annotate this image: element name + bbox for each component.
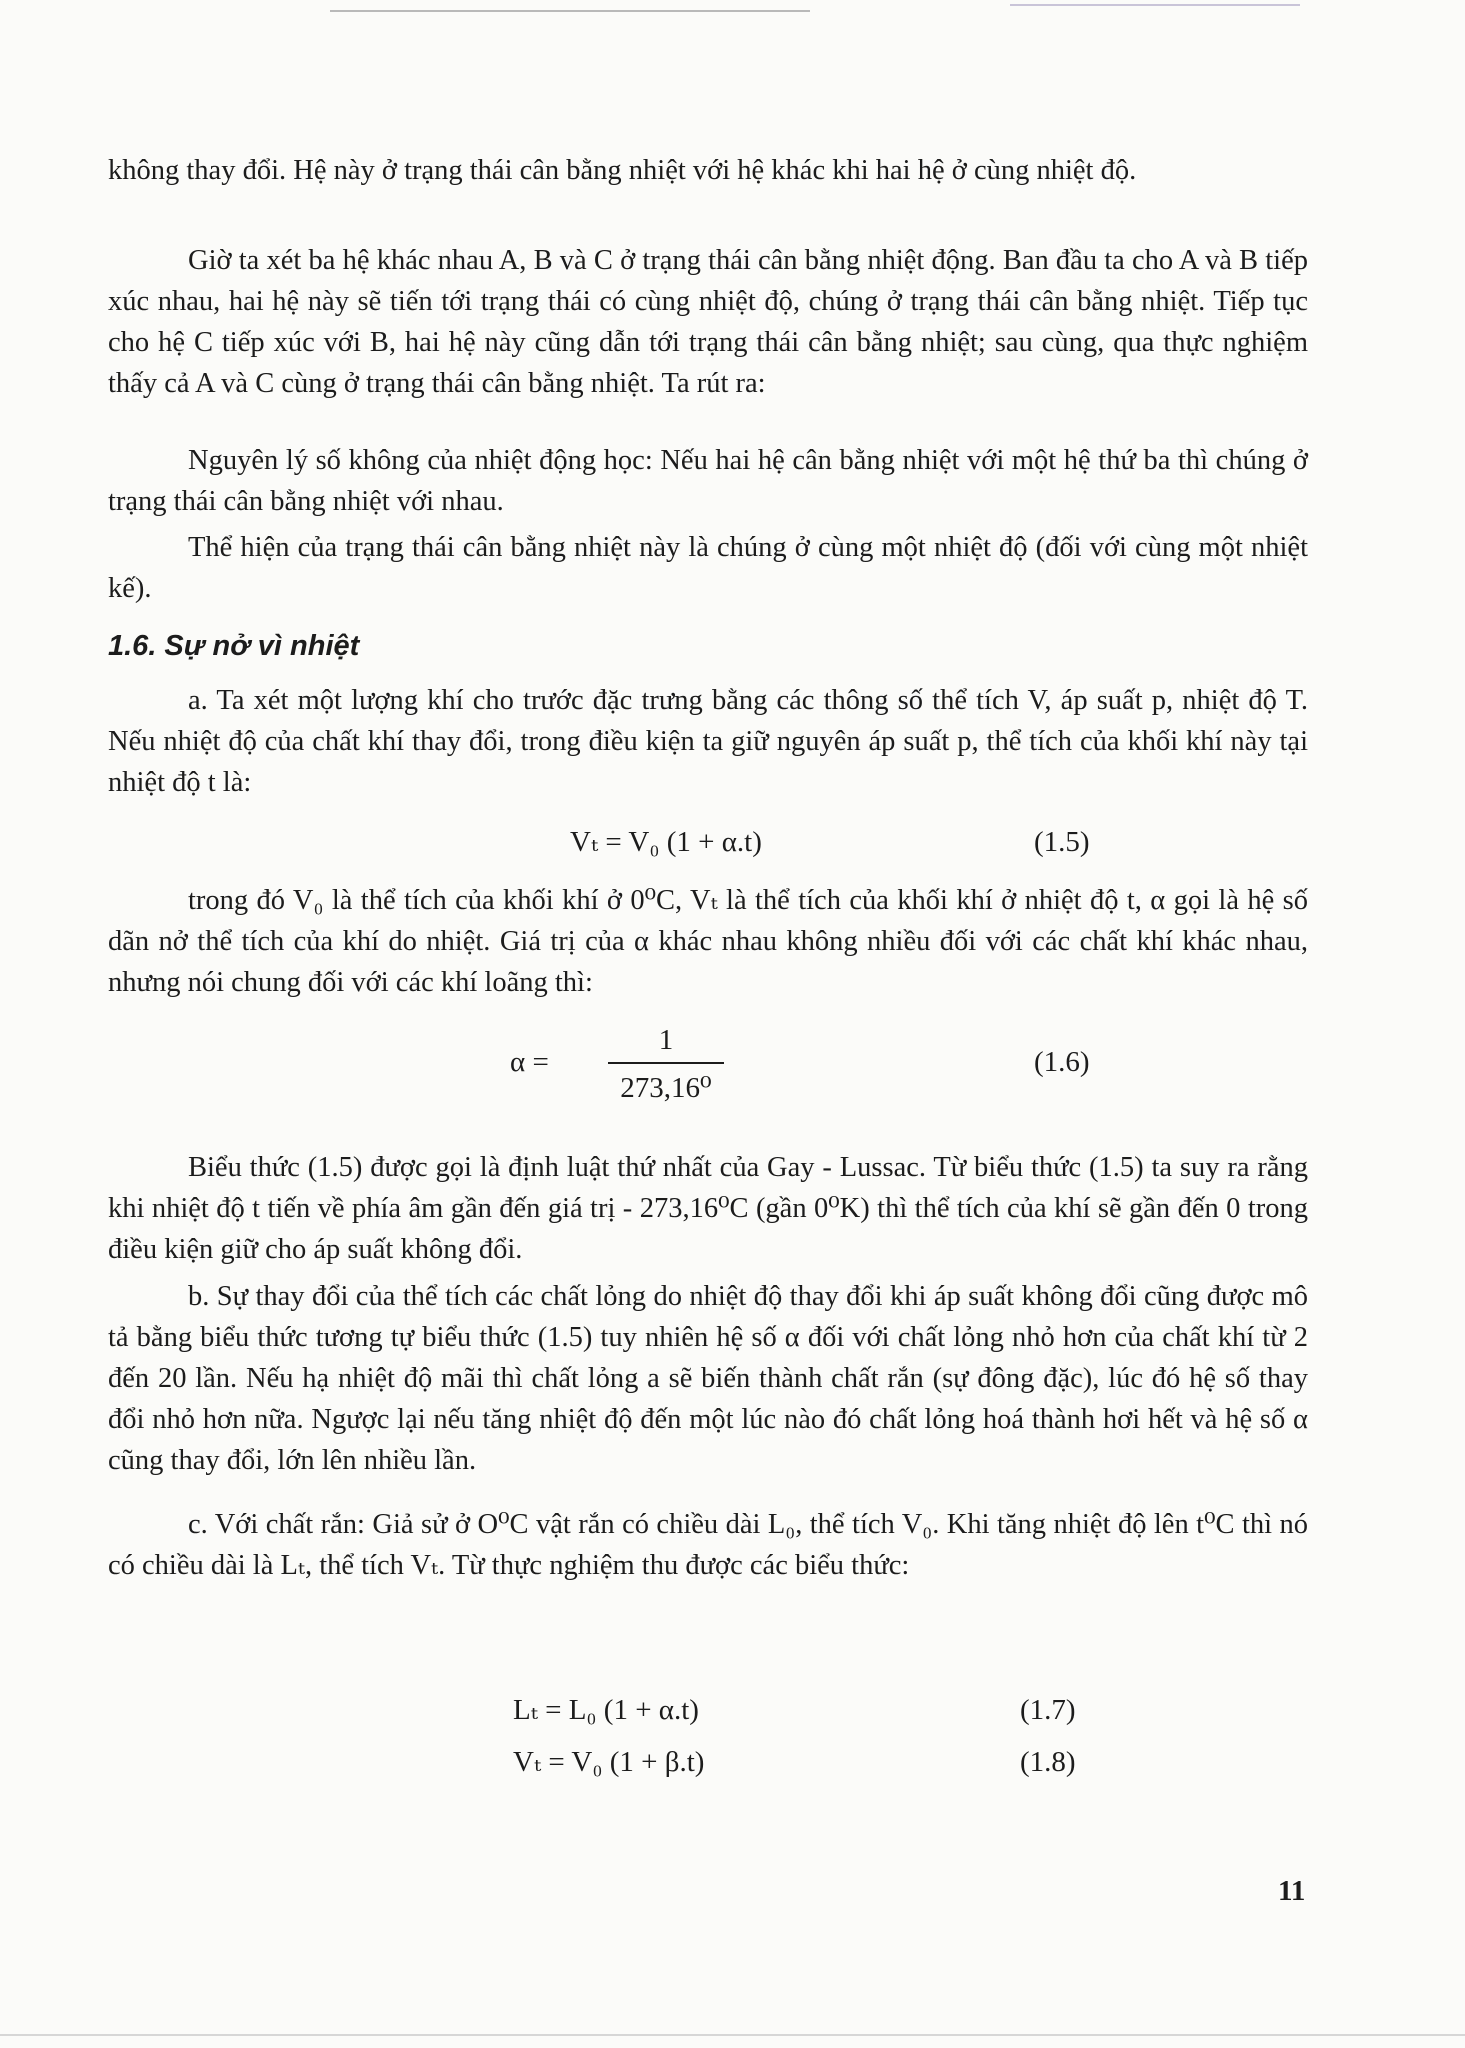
- equation-1-7: Lₜ = L₀ (1 + α.t): [513, 1694, 699, 1726]
- scan-edge-top-right: [1010, 4, 1300, 6]
- page-number: 11: [1278, 1875, 1306, 1907]
- paragraph-c: c. Với chất rắn: Giả sử ở O⁰C vật rắn có chiều dài L₀, thể tích V₀. Khi tăng nhiệt độ lên t⁰C thì nó có chiều dài là Lₜ, thể tích Vₜ. Từ thực nghiệm thu được các biểu thức:: [108, 1509, 1308, 1581]
- paragraph-intro: không thay đổi. Hệ này ở trạng thái cân bằng nhiệt với hệ khác khi hai hệ ở cùng nhiệt độ.: [108, 155, 1137, 186]
- paragraph-a: a. Ta xét một lượng khí cho trước đặc trưng bằng các thông số thể tích V, áp suất p, nhiệt độ T. Nếu nhiệt độ của chất khí thay đổi, trong điều kiện ta giữ nguyên áp suất p, thể tích của khối khí này tại nhiệt độ t là:: [108, 685, 1308, 798]
- equation-1-6-fraction: [608, 1020, 724, 1108]
- fraction-numerator: 1: [658, 1024, 674, 1056]
- paragraph-zeroth-law: Nguyên lý số không của nhiệt động học: Nếu hai hệ cân bằng nhiệt với một hệ thứ ba thì chúng ở trạng thái cân bằng nhiệt với nhau.: [108, 445, 1308, 517]
- equation-number-1-8: (1.8): [1020, 1746, 1076, 1778]
- equation-number-1-7: (1.7): [1020, 1694, 1076, 1726]
- equation-1-8: Vₜ = V₀ (1 + β.t): [513, 1746, 705, 1778]
- paragraph-b: b. Sự thay đổi của thể tích các chất lỏng do nhiệt độ thay đổi khi áp suất không đổi cũng được mô tả bằng biểu thức tương tự biểu thức (1.5) tuy nhiên hệ số α đối với chất lỏng nhỏ hơn của chất khí từ 2 đến 20 lần. Nếu hạ nhiệt độ mãi thì chất lỏng a sẽ biến thành chất rắn (sự đông đặc), lúc đó hệ số thay đổi nhỏ hơn nữa. Ngược lại nếu tăng nhiệt độ đến một lúc nào đó chất lỏng hoá thành hơi hết và hệ số α cũng thay đổi, lớn lên nhiều lần.: [108, 1281, 1308, 1476]
- paragraph-equilibrium: Thể hiện của trạng thái cân bằng nhiệt này là chúng ở cùng một nhiệt độ (đối với cùng một nhiệt kế).: [108, 532, 1308, 604]
- paragraph-gay-lussac: Biểu thức (1.5) được gọi là định luật thứ nhất của Gay - Lussac. Từ biểu thức (1.5) ta suy ra rằng khi nhiệt độ t tiến về phía âm gần đến giá trị - 273,16⁰C (gần 0⁰K) thì thể tích của khí sẽ gần đến 0 trong điều kiện giữ cho áp suất không đổi.: [108, 1152, 1308, 1265]
- paragraph-three-systems: Giờ ta xét ba hệ khác nhau A, B và C ở trạng thái cân bằng nhiệt động. Ban đầu ta cho A và B tiếp xúc nhau, hai hệ này sẽ tiến tới trạng thái có cùng nhiệt độ, chúng ở trạng thái cân bằng nhiệt. Tiếp tục cho hệ C tiếp xúc với B, hai hệ này cũng dẫn tới trạng thái cân bằng nhiệt; sau cùng, qua thực nghiệm thấy cả A và C cùng ở trạng thái cân bằng nhiệt. Ta rút ra:: [108, 245, 1308, 399]
- scan-edge-bottom: [0, 2034, 1465, 2036]
- fraction-bar: [608, 1062, 724, 1064]
- equation-1-5: Vₜ = V₀ (1 + α.t): [570, 826, 762, 858]
- equation-1-6-lhs: α =: [510, 1046, 549, 1078]
- section-heading: 1.6. Sự nở vì nhiệt: [108, 630, 360, 662]
- paragraph-a-continued: trong đó V₀ là thể tích của khối khí ở 0⁰C, Vₜ là thể tích của khối khí ở nhiệt độ t, α gọi là hệ số dãn nở thể tích của khí do nhiệt. Giá trị của α khác nhau không nhiều đối với các chất khí khác nhau, nhưng nói chung đối với các khí loãng thì:: [108, 885, 1308, 998]
- equation-number-1-6: (1.6): [1034, 1046, 1090, 1078]
- scan-edge-top: [330, 10, 810, 12]
- fraction-denominator: 273,16⁰: [620, 1072, 712, 1104]
- equation-number-1-5: (1.5): [1034, 826, 1090, 858]
